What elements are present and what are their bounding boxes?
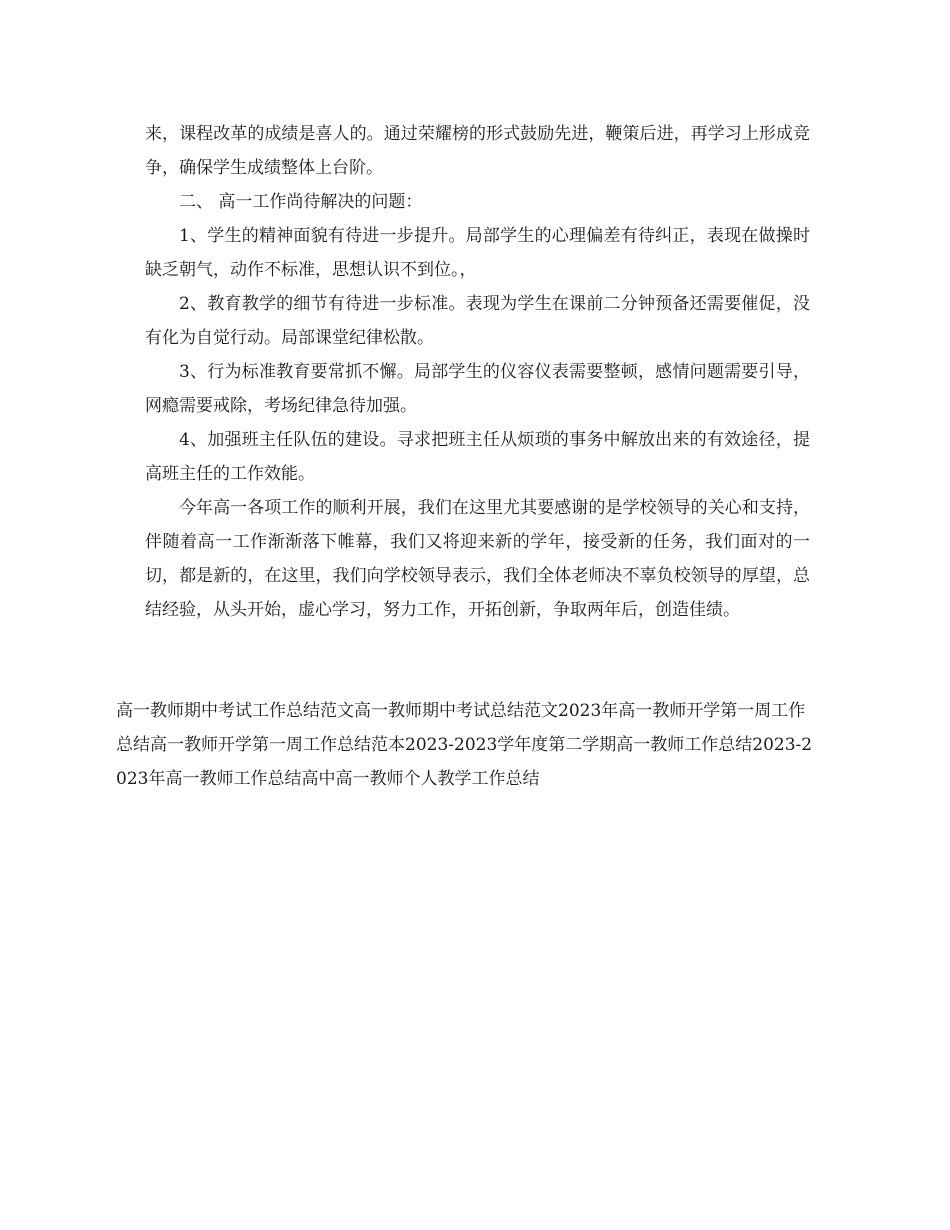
- related-articles-text: 高一教师期中考试工作总结范文高一教师期中考试总结范文2023年高一教师开学第一周工作总结高一教师开学第一周工作总结范本2023-2023学年度第二学期高一教师工作总结2023-2023年高一教师工作总结高中高一教师个人教学工作总结: [116, 701, 813, 789]
- document-body: [145, 117, 810, 627]
- paragraph-issue-4: 4、加强班主任队伍的建设。寻求把班主任从烦琐的事务中解放出来的有效途径，提高班主任的工作效能。: [145, 430, 810, 484]
- paragraph-issue-1: 1、学生的精神面貌有待进一步提升。局部学生的心理偏差有待纠正，表现在做操时缺乏朝气，动作不标准，思想认识不到位。，: [145, 226, 810, 280]
- paragraph-issue-3: 3、行为标准教育要常抓不懈。局部学生的仪容仪表需要整顿，感情问题需要引导，网瘾需要戒除，考场纪律急待加强。: [145, 362, 810, 416]
- paragraph-continued: 来，课程改革的成绩是喜人的。通过荣耀榜的形式鼓励先进，鞭策后进，再学习上形成竞争，确保学生成绩整体上台阶。: [145, 124, 810, 178]
- paragraph-closing: 今年高一各项工作的顺利开展，我们在这里尤其要感谢的是学校领导的关心和支持，伴随着高一工作渐渐落下帷幕，我们又将迎来新的学年，接受新的任务，我们面对的一切，都是新的，在这里，我们向学校领导表示，我们全体老师决不辜负校领导的厚望，总结经验，从头开始，虚心学习，努力工作，开拓创新，争取两年后，创造佳绩。: [145, 498, 810, 620]
- paragraph-issue-2: 2、教育教学的细节有待进一步标准。表现为学生在课前二分钟预备还需要催促，没有化为自觉行动。局部课堂纪律松散。: [145, 294, 810, 348]
- section-heading-unresolved-issues: 二、 高一工作尚待解决的问题：: [179, 192, 423, 212]
